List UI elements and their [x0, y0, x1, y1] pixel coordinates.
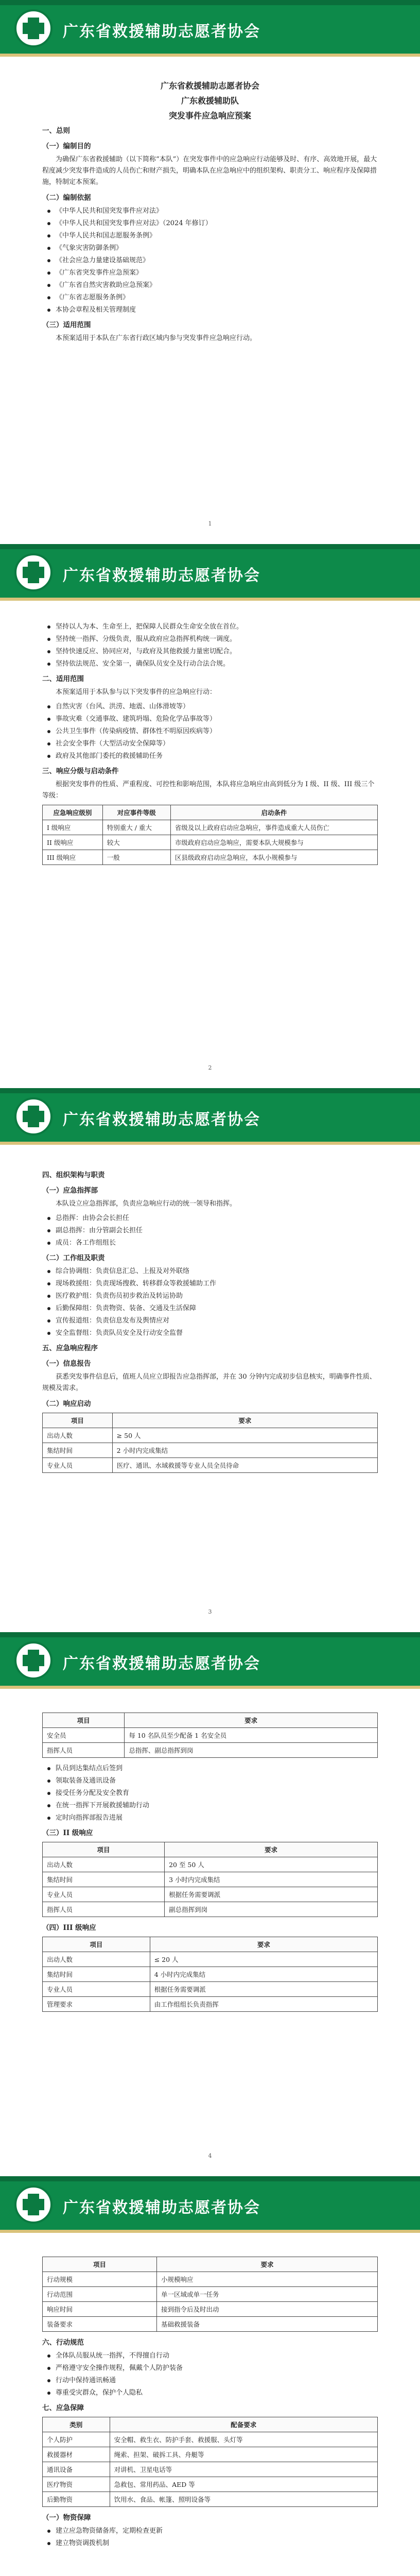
- list-item: [42, 218, 378, 229]
- list-item: [42, 738, 378, 749]
- table-cell: 省级及以上政府启动应急响应，事件造成重大人员伤亡: [170, 820, 377, 835]
- list-item: [42, 646, 378, 657]
- table-cell: 绳索、担架、破拆工具、舟艇等: [110, 2447, 377, 2462]
- column-header: 项目: [43, 2257, 157, 2272]
- bullet-icon: [47, 1307, 50, 1310]
- table-row: [43, 2317, 378, 2332]
- table-row: [43, 2462, 378, 2477]
- bullet-icon: [47, 1217, 50, 1220]
- list-item-text: 建立应急物资储备库，定期检查更新: [56, 2527, 163, 2535]
- column-header: 项目: [43, 1937, 150, 1952]
- bullet-icon: [47, 210, 50, 213]
- banner-stripe: [0, 2176, 420, 2181]
- banner-title: 广东省救援辅助志愿者协会: [63, 1655, 260, 1673]
- list-item: [42, 304, 378, 315]
- list-item-text: 坚持统一指挥、分级负责，服从政府应急指挥机构统一调度。: [56, 635, 237, 643]
- table-cell: 后勤物资: [43, 2492, 110, 2507]
- table-cell: 接到指令后及时出动: [156, 2302, 377, 2317]
- table-row: [43, 2272, 378, 2287]
- list-item: [42, 2350, 378, 2361]
- table-cell: 对讲机、卫星电话等: [110, 2462, 377, 2477]
- table-cell: 一般: [102, 850, 170, 865]
- table-cell: 饮用水、食品、帐篷、照明设备等: [110, 2492, 377, 2507]
- table-cell: 副总指挥到岗: [165, 1902, 378, 1917]
- section-heading: （三）II 级响应: [42, 1829, 93, 1837]
- table-cell: 市级政府启动应急响应，需要本队大规模参与: [170, 835, 377, 850]
- list-item-text: 《中华人民共和国突发事件应对法》: [56, 207, 163, 215]
- table-cell: 集结时间: [43, 1872, 165, 1887]
- section-heading: 六、行动规范: [42, 2338, 84, 2347]
- table-cell: 单一区域或单一任务: [156, 2287, 377, 2302]
- list-item-text: 尊重受灾群众，保护个人隐私: [56, 2389, 143, 2397]
- list-item-text: 建立物资调拨机制: [56, 2539, 110, 2547]
- list-item: [42, 658, 378, 669]
- section-heading: （一）信息报告: [42, 1360, 91, 1368]
- column-header: 要求: [125, 1713, 378, 1728]
- list-item-text: 本协会章程及相关管理制度: [56, 306, 136, 314]
- column-header: 类别: [43, 2417, 110, 2432]
- table-cell: 总指挥、副总指挥到岗: [125, 1743, 378, 1758]
- section-heading: （二）响应启动: [42, 1400, 91, 1408]
- section-heading: （一）编制目的: [42, 142, 91, 150]
- list-item-text: 副总指挥：由分管副会长担任: [56, 1227, 143, 1234]
- bullet-icon: [47, 247, 50, 250]
- table-cell: 2 小时内完成集结: [112, 1443, 377, 1458]
- list-item-text: 《中华人民共和国突发事件应对法》（2024 年修订）: [56, 219, 212, 227]
- table-cell: 由工作组组长负责指挥: [150, 1997, 377, 2012]
- list-item-text: 公共卫生事件（传染病疫情、群体性不明原因疾病等）: [56, 727, 217, 735]
- table-header-row: [43, 2417, 378, 2432]
- section-heading: （一）物资保障: [42, 2514, 91, 2522]
- list-item: [42, 243, 378, 253]
- banner-stripe: [0, 1632, 420, 1637]
- banner-title: 广东省救援辅助志愿者协会: [63, 23, 260, 41]
- table-row: [43, 1857, 378, 1872]
- cross-logo-icon: [14, 1641, 52, 1680]
- table-row: [43, 1458, 378, 1473]
- bullet-icon: [47, 309, 50, 312]
- list-item-text: 成员：各工作组组长: [56, 1239, 116, 1247]
- list-item: [42, 292, 378, 303]
- data-table: [42, 1413, 378, 1473]
- table-cell: 每 10 名队员至少配备 1 名安全员: [125, 1728, 378, 1743]
- document-title: 广东救援辅助队: [181, 96, 239, 106]
- list-item-text: 后勤保障组：负责物资、装备、交通及生活保障: [56, 1304, 197, 1312]
- table-cell: 急救包、常用药品、AED 等: [110, 2477, 377, 2492]
- table-cell: 集结时间: [43, 1443, 113, 1458]
- list-item-text: 全体队员服从统一指挥，不得擅自行动: [56, 2352, 170, 2360]
- list-item-text: 坚持快速反应、协同应对，与政府及其他救援力量密切配合。: [56, 648, 237, 655]
- page-content: [42, 2253, 378, 2550]
- column-header: 启动条件: [170, 805, 377, 820]
- bullet-icon: [47, 1332, 50, 1335]
- bullet-icon: [47, 234, 50, 238]
- header-banner: [0, 1088, 420, 1145]
- column-header: 配备要求: [110, 2417, 377, 2432]
- table-cell: 根据任务需要调派: [165, 1887, 378, 1902]
- bullet-icon: [47, 2530, 50, 2533]
- table-cell: 安全员: [43, 1728, 125, 1743]
- list-item-text: 事故灾难（交通事故、建筑坍塌、危险化学品事故等）: [56, 715, 217, 723]
- list-item-text: 政府及其他部门委托的救援辅助任务: [56, 752, 163, 760]
- bullet-icon: [47, 625, 50, 629]
- list-item: [42, 621, 378, 632]
- table-cell: 区县级政府启动应急响应，本队小规模参与: [170, 850, 377, 865]
- bullet-icon: [47, 1792, 50, 1795]
- bullet-icon: [47, 755, 50, 758]
- data-table: [42, 1713, 378, 1758]
- table-cell: III 级响应: [43, 850, 103, 865]
- list-item: [42, 1266, 378, 1277]
- list-item-text: 《广东省突发事件应急预案》: [56, 269, 143, 277]
- bullet-icon: [47, 284, 50, 287]
- table-header-row: [43, 1842, 378, 1857]
- page-number: 1: [208, 520, 212, 527]
- list-item: [42, 267, 378, 278]
- table-cell: 医疗、通讯、水域救援等专业人员全员待命: [112, 1458, 377, 1473]
- list-item: [42, 2538, 378, 2549]
- bullet-icon: [47, 1242, 50, 1245]
- list-item: [42, 2526, 378, 2536]
- bullet-icon: [47, 1270, 50, 1273]
- banner-stripe: [0, 0, 420, 5]
- column-header: 应急响应级别: [43, 805, 103, 820]
- list-item-text: 行动中保持通讯畅通: [56, 2377, 116, 2384]
- table-row: [43, 820, 378, 835]
- table-cell: 行动规模: [43, 2272, 157, 2287]
- list-item: [42, 1303, 378, 1314]
- list-item: [42, 1775, 378, 1786]
- table-row: [43, 1952, 378, 1967]
- list-item-text: 《广东省自然灾害救助应急预案》: [56, 281, 156, 289]
- bullet-icon: [47, 1817, 50, 1820]
- cross-logo-icon: [14, 553, 52, 591]
- paragraph: 获悉突发事件信息后，值班人员应立即报告应急指挥部，并在 30 分钟内完成初步信息核实，明确事件性质、规模及需求。: [42, 1373, 376, 1392]
- table-header-row: [43, 805, 378, 820]
- banner-stripe: [0, 544, 420, 549]
- list-item: [42, 280, 378, 291]
- paragraph: 本队设立应急指挥部，负责应急响应行动的统一领导和指挥。: [56, 1200, 237, 1208]
- bullet-icon: [47, 259, 50, 262]
- list-item: [42, 230, 378, 241]
- document-title: 广东省救援辅助志愿者协会: [160, 81, 259, 91]
- table-cell: 小规模响应: [156, 2272, 377, 2287]
- table-row: [43, 1728, 378, 1743]
- bullet-icon: [47, 1229, 50, 1232]
- column-header: 对应事件等级: [102, 805, 170, 820]
- table-cell: 指挥人员: [43, 1902, 165, 1917]
- bullet-icon: [47, 2354, 50, 2358]
- table-row: [43, 835, 378, 850]
- table-row: [43, 1902, 378, 1917]
- bullet-icon: [47, 663, 50, 666]
- bullet-icon: [47, 1282, 50, 1285]
- page-number: 4: [208, 2153, 212, 2159]
- table-cell: ≥ 50 人: [112, 1428, 377, 1443]
- header-banner: [0, 0, 420, 57]
- bullet-icon: [47, 2392, 50, 2395]
- section-heading: 四、组织架构与职责: [42, 1171, 105, 1179]
- page-content: [42, 77, 378, 347]
- list-item: [42, 751, 378, 761]
- table-row: [43, 1428, 378, 1443]
- banner-stripe: [0, 2230, 420, 2233]
- table-row: [43, 1743, 378, 1758]
- bullet-icon: [47, 638, 50, 641]
- section-heading: 一、总则: [42, 127, 70, 135]
- list-item: [42, 2387, 378, 2398]
- column-header: 要求: [112, 1413, 377, 1428]
- table-cell: 出动人数: [43, 1952, 150, 1967]
- table-cell: 集结时间: [43, 1967, 150, 1982]
- table-row: [43, 2302, 378, 2317]
- bullet-icon: [47, 705, 50, 708]
- page: [0, 1088, 420, 1632]
- section-heading: 七、应急保障: [42, 2404, 84, 2412]
- list-item-text: 《广东省志愿服务条例》: [56, 294, 130, 301]
- bullet-icon: [47, 1295, 50, 1298]
- list-item-text: 医疗救护组：负责伤员初步救治及转运协助: [56, 1292, 183, 1300]
- banner-stripe: [0, 1686, 420, 1689]
- list-item: [42, 2363, 378, 2374]
- bullet-icon: [47, 1780, 50, 1783]
- section-heading: （二）编制依据: [42, 194, 91, 202]
- list-item: [42, 1225, 378, 1236]
- table-cell: 医疗物资: [43, 2477, 110, 2492]
- list-item-text: 队员到达集结点后签到: [56, 1765, 123, 1772]
- cross-logo-icon: [14, 1097, 52, 1136]
- cross-logo-icon: [14, 2185, 52, 2224]
- header-banner: [0, 2176, 420, 2233]
- table-row: [43, 850, 378, 865]
- list-item-text: 社会安全事件（大型活动安全保障等）: [56, 740, 170, 748]
- table-cell: ≤ 20 人: [150, 1952, 377, 1967]
- table-cell: 通讯设备: [43, 2462, 110, 2477]
- table-header-row: [43, 1413, 378, 1428]
- table-cell: 行动范围: [43, 2287, 157, 2302]
- list-item-text: 《社会应急力量建设基础规范》: [56, 257, 150, 264]
- bullet-icon: [47, 2542, 50, 2545]
- section-heading: （三）适用范围: [42, 321, 91, 329]
- table-cell: 3 小时内完成集结: [165, 1872, 378, 1887]
- table-cell: II 级响应: [43, 835, 103, 850]
- page-content: [42, 1709, 378, 2017]
- section-heading: 二、适用范围: [42, 675, 84, 683]
- header-banner: [0, 1632, 420, 1689]
- table-row: [43, 2477, 378, 2492]
- page: [0, 1632, 420, 2176]
- list-item: [42, 726, 378, 737]
- table-row: [43, 1443, 378, 1458]
- list-item-text: 坚持以人为本、生命至上，把保障人民群众生命安全放在首位。: [56, 623, 243, 631]
- list-item-text: 综合协调组：负责信息汇总、上报及对外联络: [56, 1267, 190, 1275]
- table-cell: 特别重大 / 重大: [102, 820, 170, 835]
- table-cell: 专业人员: [43, 1982, 150, 1997]
- column-header: 要求: [165, 1842, 378, 1857]
- banner-stripe: [0, 54, 420, 57]
- column-header: 要求: [150, 1937, 377, 1952]
- section-heading: （四）III 级响应: [42, 1924, 96, 1932]
- table-row: [43, 1982, 378, 1997]
- list-item-text: 接受任务分配及安全教育: [56, 1789, 130, 1797]
- table-cell: 救援器材: [43, 2447, 110, 2462]
- data-table: [42, 805, 378, 865]
- section-heading: （一）应急指挥部: [42, 1187, 98, 1195]
- bullet-icon: [47, 718, 50, 721]
- banner-stripe: [0, 1142, 420, 1145]
- bullet-icon: [47, 1767, 50, 1770]
- banner-title: 广东省救援辅助志愿者协会: [63, 567, 260, 585]
- bullet-icon: [47, 2367, 50, 2370]
- page-content: [42, 1165, 378, 1478]
- bullet-icon: [47, 730, 50, 733]
- table-row: [43, 2432, 378, 2447]
- section-heading: （二）工作组及职责: [42, 1254, 105, 1262]
- list-item: [42, 1800, 378, 1811]
- banner-title: 广东省救援辅助志愿者协会: [63, 1111, 260, 1129]
- table-cell: 4 小时内完成集结: [150, 1967, 377, 1982]
- table-cell: 管理要求: [43, 1997, 150, 2012]
- table-cell: 基础救援装备: [156, 2317, 377, 2332]
- list-item-text: 总指挥：由协会会长担任: [56, 1214, 130, 1222]
- page-number: 3: [208, 1608, 212, 1615]
- table-header-row: [43, 1713, 378, 1728]
- banner-title: 广东省救援辅助志愿者协会: [63, 2199, 260, 2217]
- list-item-text: 严格遵守安全操作规程，佩戴个人防护装备: [56, 2364, 183, 2372]
- page-content: [42, 621, 378, 870]
- list-item: [42, 1788, 378, 1799]
- bullet-icon: [47, 296, 50, 299]
- page-number: 2: [208, 1064, 212, 1071]
- list-item: [42, 714, 378, 724]
- list-item-text: 《气象灾害防御条例》: [56, 244, 123, 252]
- table-cell: 出动人数: [43, 1428, 113, 1443]
- banner-stripe: [0, 598, 420, 601]
- page: [0, 2176, 420, 2576]
- bullet-icon: [47, 272, 50, 275]
- list-item-text: 安全监督组：负责队员安全及行动安全监督: [56, 1329, 183, 1337]
- paragraph: 根据突发事件的性质、严重程度、可控性和影响范围，本队将应急响应由高到低分为 I 级、II 级、III 级三个等级：: [42, 781, 375, 800]
- table-cell: 指挥人员: [43, 1743, 125, 1758]
- list-item: [42, 2375, 378, 2386]
- paragraph: 本预案适用于本队参与以下突发事件的应急响应行动：: [56, 688, 217, 696]
- list-item: [42, 206, 378, 216]
- paragraph: 本预案适用于本队在广东省行政区域内参与突发事件应急响应行动。: [56, 334, 257, 342]
- table-cell: 根据任务需要调派: [150, 1982, 377, 1997]
- section-heading: 五、应急响应程序: [42, 1344, 98, 1352]
- table-row: [43, 1967, 378, 1982]
- table-cell: 装备要求: [43, 2317, 157, 2332]
- list-item: [42, 1315, 378, 1326]
- bullet-icon: [47, 222, 50, 225]
- list-item: [42, 1213, 378, 1224]
- list-item-text: 在统一指挥下开展救援辅助行动: [56, 1802, 150, 1809]
- table-row: [43, 2492, 378, 2507]
- list-item: [42, 1328, 378, 1338]
- cross-logo-icon: [14, 9, 52, 47]
- data-table: [42, 2417, 378, 2507]
- table-header-row: [43, 2257, 378, 2272]
- table-row: [43, 1887, 378, 1902]
- column-header: 项目: [43, 1713, 125, 1728]
- column-header: 项目: [43, 1842, 165, 1857]
- section-heading: 三、响应分级与启动条件: [42, 767, 119, 775]
- list-item: [42, 634, 378, 645]
- table-cell: 专业人员: [43, 1458, 113, 1473]
- bullet-icon: [47, 742, 50, 745]
- table-cell: 20 至 50 人: [165, 1857, 378, 1872]
- bullet-icon: [47, 1319, 50, 1323]
- data-table: [42, 2257, 378, 2332]
- bullet-icon: [47, 1804, 50, 1807]
- list-item: [42, 701, 378, 712]
- list-item: [42, 1238, 378, 1248]
- list-item: [42, 255, 378, 266]
- list-item-text: 现场救援组：负责现场搜救、转移群众等救援辅助工作: [56, 1280, 217, 1287]
- table-cell: 响应时间: [43, 2302, 157, 2317]
- table-cell: 安全帽、救生衣、防护手套、救援服、头灯等: [110, 2432, 377, 2447]
- list-item-text: 坚持依法规范、安全第一，确保队员安全及行动合法合规。: [56, 660, 230, 668]
- table-cell: 专业人员: [43, 1887, 165, 1902]
- table-cell: 出动人数: [43, 1857, 165, 1872]
- table-row: [43, 2287, 378, 2302]
- data-table: [42, 1842, 378, 1917]
- bullet-icon: [47, 650, 50, 653]
- list-item: [42, 1291, 378, 1301]
- list-item-text: 定时向指挥部报告进展: [56, 1814, 123, 1822]
- column-header: 项目: [43, 1413, 113, 1428]
- list-item: [42, 1763, 378, 1774]
- document-title: 突发事件应急响应预案: [168, 111, 251, 121]
- table-header-row: [43, 1937, 378, 1952]
- header-banner: [0, 544, 420, 601]
- table-row: [43, 1872, 378, 1887]
- list-item-text: 《中华人民共和国志愿服务条例》: [56, 232, 156, 240]
- table-cell: 较大: [102, 835, 170, 850]
- column-header: 要求: [156, 2257, 377, 2272]
- table-cell: 个人防护: [43, 2432, 110, 2447]
- bullet-icon: [47, 2379, 50, 2382]
- list-item-text: 宣传报道组：负责信息发布及舆情应对: [56, 1317, 170, 1325]
- data-table: [42, 1937, 378, 2012]
- paragraph: 为确保广东省救援辅助（以下简称“本队”）在突发事件中的应急响应行动能够及时、有序、高效地开展，最大程度减少突发事件造成的人员伤亡和财产损失，明确本队在应急响应中的组织架构、职责分工、响应程序及保障措施，特制定本预案。: [42, 156, 377, 186]
- table-cell: I 级响应: [43, 820, 103, 835]
- list-item: [42, 1278, 378, 1289]
- list-item-text: 自然灾害（台风、洪涝、地震、山体滑坡等）: [56, 703, 190, 710]
- list-item: [42, 1812, 378, 1823]
- list-item-text: 领取装备及通讯设备: [56, 1777, 116, 1785]
- page: [0, 0, 420, 544]
- banner-stripe: [0, 1088, 420, 1093]
- page: [0, 544, 420, 1088]
- table-row: [43, 1997, 378, 2012]
- table-row: [43, 2447, 378, 2462]
